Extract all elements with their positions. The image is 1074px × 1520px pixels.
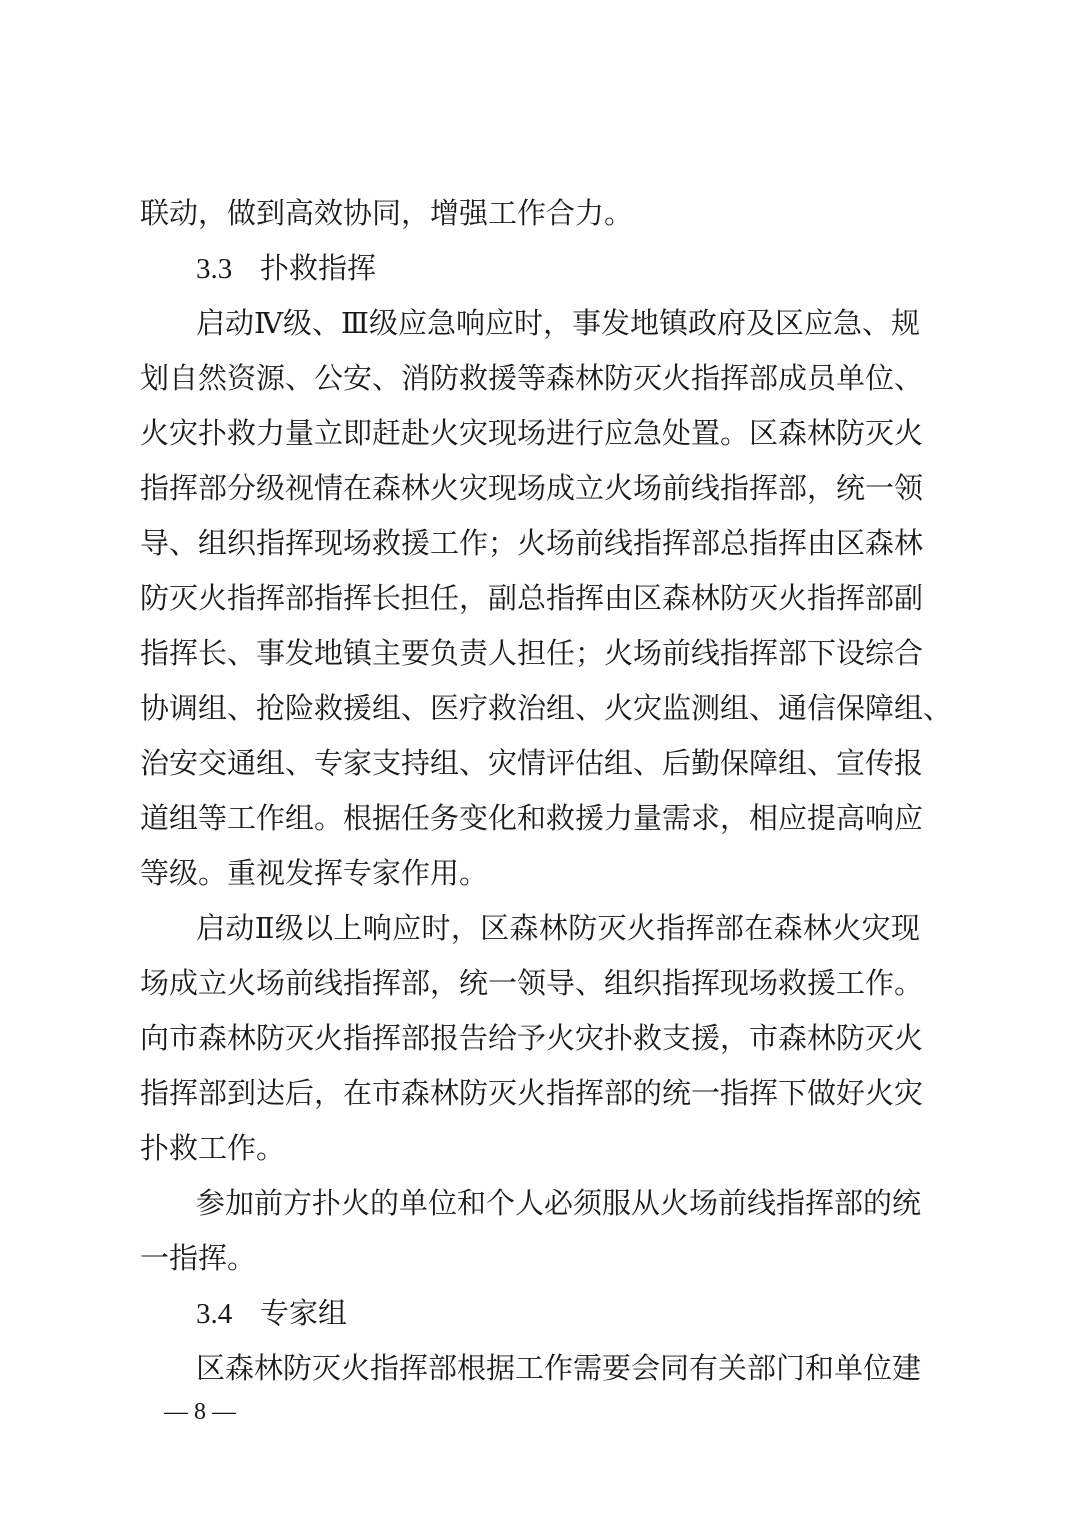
text-line: 导、组织指挥现场救援工作；火场前线指挥部总指挥由区森林: [140, 526, 924, 560]
section-number: 3.4: [196, 1298, 233, 1330]
text-line: 向市森林防灭火指挥部报告给予火灾扑救支援，市森林防灭火: [140, 1021, 924, 1055]
text-line: 治安交通组、专家支持组、灾情评估组、后勤保障组、宣传报: [140, 746, 924, 780]
page-number: — 8 —: [164, 1399, 236, 1425]
text-line: 一指挥。: [140, 1241, 257, 1275]
section-title: 专家组: [260, 1296, 348, 1330]
text-line: 防灭火指挥部指挥长担任，副总指挥由区森林防灭火指挥部副: [140, 581, 924, 615]
text-line: 指挥部分级视情在森林火灾现场成立火场前线指挥部，统一领: [140, 471, 924, 505]
text-line: 协调组、抢险救援组、医疗救治组、火灾监测组、通信保障组、: [140, 691, 953, 725]
section-heading-3-4: [196, 1288, 347, 1338]
text-line: 联动，做到高效协同，增强工作合力。: [140, 196, 634, 230]
section-heading-3-3: [196, 243, 376, 293]
text-line: 场成立火场前线指挥部，统一领导、组织指挥现场救援工作。: [140, 966, 924, 1000]
section-title: 扑救指挥: [260, 251, 377, 285]
text-line: 指挥部到达后，在市森林防灭火指挥部的统一指挥下做好火灾: [140, 1076, 924, 1110]
text-line: 等级。重视发挥专家作用。: [140, 856, 489, 890]
text-line: 划自然资源、公安、消防救援等森林防灭火指挥部成员单位、: [140, 361, 924, 395]
section-number: 3.3: [196, 253, 233, 285]
text-line: 参加前方扑火的单位和个人必须服从火场前线指挥部的统: [196, 1186, 922, 1220]
text-line: 指挥长、事发地镇主要负责人担任；火场前线指挥部下设综合: [140, 636, 924, 670]
text-line: 区森林防灭火指挥部根据工作需要会同有关部门和单位建: [196, 1351, 922, 1385]
text-line: 扑救工作。: [140, 1131, 286, 1165]
text-line: 启动Ⅳ级、Ⅲ级应急响应时，事发地镇政府及区应急、规: [196, 306, 920, 340]
text-line: 启动Ⅱ级以上响应时，区森林防灭火指挥部在森林火灾现: [196, 911, 920, 945]
text-line: 道组等工作组。根据任务变化和救援力量需求，相应提高响应: [140, 801, 924, 835]
text-line: 火灾扑救力量立即赶赴火灾现场进行应急处置。区森林防灭火: [140, 416, 924, 450]
